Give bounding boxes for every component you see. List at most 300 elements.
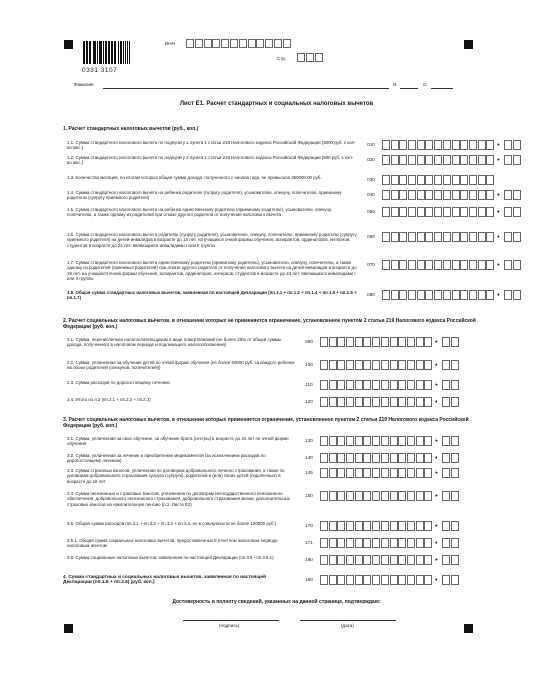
row-value-field[interactable] (320, 491, 433, 501)
char-cell[interactable] (398, 337, 406, 347)
char-cell[interactable] (363, 360, 371, 370)
char-cell[interactable] (424, 453, 432, 463)
char-cell[interactable] (452, 155, 460, 165)
char-cell[interactable] (391, 155, 399, 165)
char-cell[interactable] (346, 397, 354, 407)
char-cell[interactable] (443, 175, 451, 185)
char-cell[interactable] (204, 39, 212, 48)
row-value-field[interactable] (382, 155, 495, 165)
char-cell[interactable] (408, 207, 416, 217)
row-value-field[interactable] (320, 453, 433, 463)
char-cell[interactable] (390, 380, 398, 390)
char-cell[interactable] (416, 491, 424, 501)
char-cell[interactable] (407, 491, 415, 501)
row-cents-field[interactable] (442, 360, 459, 370)
page-number-field[interactable] (297, 53, 323, 62)
char-cell[interactable] (417, 260, 425, 270)
char-cell[interactable] (398, 468, 406, 478)
char-cell[interactable] (363, 337, 371, 347)
char-cell[interactable] (407, 337, 415, 347)
char-cell[interactable] (486, 260, 494, 270)
char-cell[interactable] (443, 140, 451, 150)
char-cell[interactable] (424, 468, 432, 478)
row-cents-field[interactable] (442, 397, 459, 407)
char-cell[interactable] (417, 232, 425, 242)
row-value-field[interactable] (320, 380, 433, 390)
char-cell[interactable] (391, 260, 399, 270)
char-cell[interactable] (469, 140, 477, 150)
char-cell[interactable] (297, 53, 305, 62)
char-cell[interactable] (346, 436, 354, 446)
char-cell[interactable] (274, 39, 282, 48)
char-cell[interactable] (442, 491, 450, 501)
char-cell[interactable] (346, 555, 354, 565)
char-cell[interactable] (355, 397, 363, 407)
char-cell[interactable] (478, 207, 486, 217)
char-cell[interactable] (513, 232, 521, 242)
char-cell[interactable] (320, 360, 328, 370)
char-cell[interactable] (391, 190, 399, 200)
char-cell[interactable] (372, 521, 380, 531)
char-cell[interactable] (329, 521, 337, 531)
char-cell[interactable] (416, 453, 424, 463)
row-cents-field[interactable] (504, 260, 521, 270)
char-cell[interactable] (451, 555, 459, 565)
row-cents-field[interactable] (442, 453, 459, 463)
char-cell[interactable] (390, 360, 398, 370)
char-cell[interactable] (407, 521, 415, 531)
char-cell[interactable] (381, 468, 389, 478)
char-cell[interactable] (504, 207, 512, 217)
char-cell[interactable] (398, 436, 406, 446)
char-cell[interactable] (424, 575, 432, 585)
char-cell[interactable] (363, 555, 371, 565)
row-cents-field[interactable] (442, 491, 459, 501)
char-cell[interactable] (329, 436, 337, 446)
char-cell[interactable] (346, 453, 354, 463)
char-cell[interactable] (460, 260, 468, 270)
char-cell[interactable] (443, 232, 451, 242)
char-cell[interactable] (372, 436, 380, 446)
char-cell[interactable] (417, 155, 425, 165)
char-cell[interactable] (451, 436, 459, 446)
char-cell[interactable] (425, 190, 433, 200)
char-cell[interactable] (434, 232, 442, 242)
row-value-field[interactable] (320, 360, 433, 370)
char-cell[interactable] (399, 207, 407, 217)
char-cell[interactable] (443, 155, 451, 165)
char-cell[interactable] (381, 491, 389, 501)
char-cell[interactable] (424, 337, 432, 347)
row-value-field[interactable] (382, 140, 495, 150)
char-cell[interactable] (355, 575, 363, 585)
char-cell[interactable] (382, 207, 390, 217)
char-cell[interactable] (398, 521, 406, 531)
char-cell[interactable] (451, 521, 459, 531)
char-cell[interactable] (382, 175, 390, 185)
char-cell[interactable] (337, 538, 345, 548)
char-cell[interactable] (363, 380, 371, 390)
signature-field[interactable] (183, 620, 279, 621)
char-cell[interactable] (329, 337, 337, 347)
char-cell[interactable] (391, 140, 399, 150)
char-cell[interactable] (504, 140, 512, 150)
char-cell[interactable] (460, 207, 468, 217)
row-cents-field[interactable] (442, 555, 459, 565)
char-cell[interactable] (452, 207, 460, 217)
char-cell[interactable] (425, 155, 433, 165)
row-cents-field[interactable] (442, 538, 459, 548)
row-value-field[interactable] (320, 397, 433, 407)
char-cell[interactable] (239, 39, 247, 48)
char-cell[interactable] (399, 260, 407, 270)
char-cell[interactable] (416, 575, 424, 585)
char-cell[interactable] (513, 190, 521, 200)
char-cell[interactable] (442, 555, 450, 565)
char-cell[interactable] (337, 380, 345, 390)
char-cell[interactable] (451, 337, 459, 347)
char-cell[interactable] (346, 575, 354, 585)
char-cell[interactable] (416, 521, 424, 531)
char-cell[interactable] (372, 491, 380, 501)
char-cell[interactable] (416, 436, 424, 446)
char-cell[interactable] (320, 575, 328, 585)
row-cents-field[interactable] (504, 290, 521, 300)
char-cell[interactable] (407, 538, 415, 548)
char-cell[interactable] (407, 453, 415, 463)
char-cell[interactable] (355, 436, 363, 446)
char-cell[interactable] (425, 290, 433, 300)
char-cell[interactable] (398, 491, 406, 501)
char-cell[interactable] (451, 360, 459, 370)
char-cell[interactable] (337, 521, 345, 531)
char-cell[interactable] (513, 207, 521, 217)
char-cell[interactable] (408, 140, 416, 150)
char-cell[interactable] (504, 260, 512, 270)
char-cell[interactable] (320, 337, 328, 347)
char-cell[interactable] (408, 155, 416, 165)
char-cell[interactable] (337, 468, 345, 478)
char-cell[interactable] (337, 436, 345, 446)
row-cents-field[interactable] (442, 436, 459, 446)
char-cell[interactable] (337, 397, 345, 407)
row-cents-field[interactable] (442, 468, 459, 478)
char-cell[interactable] (372, 397, 380, 407)
char-cell[interactable] (425, 260, 433, 270)
char-cell[interactable] (416, 360, 424, 370)
char-cell[interactable] (372, 555, 380, 565)
char-cell[interactable] (391, 207, 399, 217)
char-cell[interactable] (460, 175, 468, 185)
char-cell[interactable] (382, 140, 390, 150)
char-cell[interactable] (434, 260, 442, 270)
char-cell[interactable] (382, 232, 390, 242)
char-cell[interactable] (425, 140, 433, 150)
char-cell[interactable] (478, 140, 486, 150)
char-cell[interactable] (381, 337, 389, 347)
char-cell[interactable] (451, 575, 459, 585)
char-cell[interactable] (434, 290, 442, 300)
char-cell[interactable] (315, 53, 323, 62)
char-cell[interactable] (478, 232, 486, 242)
char-cell[interactable] (346, 468, 354, 478)
char-cell[interactable] (390, 575, 398, 585)
char-cell[interactable] (320, 436, 328, 446)
char-cell[interactable] (416, 397, 424, 407)
char-cell[interactable] (442, 337, 450, 347)
char-cell[interactable] (504, 190, 512, 200)
char-cell[interactable] (337, 453, 345, 463)
char-cell[interactable] (460, 140, 468, 150)
char-cell[interactable] (443, 207, 451, 217)
char-cell[interactable] (186, 39, 194, 48)
char-cell[interactable] (337, 491, 345, 501)
row-value-field[interactable] (320, 337, 433, 347)
row-value-field[interactable] (382, 207, 495, 217)
char-cell[interactable] (451, 538, 459, 548)
inn-field[interactable] (186, 39, 292, 48)
char-cell[interactable] (434, 155, 442, 165)
char-cell[interactable] (434, 190, 442, 200)
char-cell[interactable] (390, 337, 398, 347)
char-cell[interactable] (265, 39, 273, 48)
surname-field[interactable] (103, 88, 389, 89)
char-cell[interactable] (451, 491, 459, 501)
char-cell[interactable] (320, 521, 328, 531)
char-cell[interactable] (346, 538, 354, 548)
char-cell[interactable] (407, 555, 415, 565)
char-cell[interactable] (486, 290, 494, 300)
char-cell[interactable] (424, 521, 432, 531)
char-cell[interactable] (504, 232, 512, 242)
char-cell[interactable] (513, 155, 521, 165)
char-cell[interactable] (355, 360, 363, 370)
char-cell[interactable] (399, 290, 407, 300)
row-value-field[interactable] (382, 232, 495, 242)
char-cell[interactable] (221, 39, 229, 48)
char-cell[interactable] (416, 337, 424, 347)
char-cell[interactable] (424, 555, 432, 565)
char-cell[interactable] (452, 140, 460, 150)
char-cell[interactable] (513, 290, 521, 300)
char-cell[interactable] (390, 491, 398, 501)
char-cell[interactable] (355, 337, 363, 347)
char-cell[interactable] (320, 468, 328, 478)
char-cell[interactable] (478, 190, 486, 200)
char-cell[interactable] (398, 380, 406, 390)
char-cell[interactable] (372, 538, 380, 548)
char-cell[interactable] (442, 436, 450, 446)
char-cell[interactable] (434, 175, 442, 185)
char-cell[interactable] (443, 290, 451, 300)
char-cell[interactable] (504, 290, 512, 300)
char-cell[interactable] (372, 380, 380, 390)
char-cell[interactable] (442, 521, 450, 531)
char-cell[interactable] (363, 436, 371, 446)
char-cell[interactable] (355, 521, 363, 531)
char-cell[interactable] (195, 39, 203, 48)
char-cell[interactable] (337, 360, 345, 370)
char-cell[interactable] (363, 575, 371, 585)
char-cell[interactable] (363, 468, 371, 478)
char-cell[interactable] (212, 39, 220, 48)
char-cell[interactable] (407, 436, 415, 446)
char-cell[interactable] (469, 232, 477, 242)
char-cell[interactable] (346, 491, 354, 501)
char-cell[interactable] (486, 190, 494, 200)
char-cell[interactable] (416, 468, 424, 478)
char-cell[interactable] (390, 538, 398, 548)
char-cell[interactable] (372, 337, 380, 347)
char-cell[interactable] (381, 555, 389, 565)
char-cell[interactable] (451, 380, 459, 390)
row-cents-field[interactable] (504, 232, 521, 242)
char-cell[interactable] (407, 360, 415, 370)
row-value-field[interactable] (320, 436, 433, 446)
char-cell[interactable] (478, 155, 486, 165)
char-cell[interactable] (391, 175, 399, 185)
char-cell[interactable] (355, 538, 363, 548)
char-cell[interactable] (329, 575, 337, 585)
char-cell[interactable] (381, 538, 389, 548)
char-cell[interactable] (355, 468, 363, 478)
row-value-field[interactable] (320, 555, 433, 565)
char-cell[interactable] (398, 538, 406, 548)
char-cell[interactable] (329, 397, 337, 407)
char-cell[interactable] (408, 260, 416, 270)
char-cell[interactable] (425, 207, 433, 217)
initial-i-field[interactable] (400, 88, 418, 89)
char-cell[interactable] (513, 260, 521, 270)
row-value-field[interactable] (320, 538, 433, 548)
char-cell[interactable] (469, 175, 477, 185)
char-cell[interactable] (355, 453, 363, 463)
date-field[interactable] (300, 620, 396, 621)
char-cell[interactable] (398, 397, 406, 407)
char-cell[interactable] (381, 436, 389, 446)
char-cell[interactable] (486, 155, 494, 165)
char-cell[interactable] (407, 397, 415, 407)
char-cell[interactable] (460, 232, 468, 242)
char-cell[interactable] (381, 380, 389, 390)
char-cell[interactable] (451, 468, 459, 478)
char-cell[interactable] (478, 175, 486, 185)
char-cell[interactable] (398, 453, 406, 463)
char-cell[interactable] (417, 140, 425, 150)
char-cell[interactable] (442, 538, 450, 548)
char-cell[interactable] (363, 521, 371, 531)
char-cell[interactable] (320, 555, 328, 565)
char-cell[interactable] (442, 575, 450, 585)
char-cell[interactable] (416, 538, 424, 548)
char-cell[interactable] (390, 521, 398, 531)
char-cell[interactable] (469, 207, 477, 217)
char-cell[interactable] (407, 468, 415, 478)
char-cell[interactable] (399, 175, 407, 185)
char-cell[interactable] (452, 190, 460, 200)
char-cell[interactable] (283, 39, 291, 48)
char-cell[interactable] (398, 575, 406, 585)
char-cell[interactable] (329, 380, 337, 390)
char-cell[interactable] (452, 290, 460, 300)
char-cell[interactable] (363, 397, 371, 407)
char-cell[interactable] (434, 140, 442, 150)
char-cell[interactable] (355, 555, 363, 565)
char-cell[interactable] (256, 39, 264, 48)
section4-value-field[interactable] (320, 575, 433, 585)
char-cell[interactable] (469, 155, 477, 165)
char-cell[interactable] (417, 175, 425, 185)
row-cents-field[interactable] (504, 155, 521, 165)
row-value-field[interactable] (320, 468, 433, 478)
char-cell[interactable] (381, 360, 389, 370)
char-cell[interactable] (424, 491, 432, 501)
char-cell[interactable] (337, 575, 345, 585)
char-cell[interactable] (329, 491, 337, 501)
char-cell[interactable] (513, 140, 521, 150)
char-cell[interactable] (372, 468, 380, 478)
char-cell[interactable] (424, 436, 432, 446)
char-cell[interactable] (452, 175, 460, 185)
char-cell[interactable] (346, 380, 354, 390)
char-cell[interactable] (390, 397, 398, 407)
row-value-field[interactable] (320, 521, 433, 531)
char-cell[interactable] (460, 155, 468, 165)
char-cell[interactable] (337, 337, 345, 347)
char-cell[interactable] (399, 190, 407, 200)
char-cell[interactable] (417, 207, 425, 217)
char-cell[interactable] (320, 538, 328, 548)
char-cell[interactable] (320, 380, 328, 390)
char-cell[interactable] (372, 453, 380, 463)
char-cell[interactable] (381, 453, 389, 463)
char-cell[interactable] (486, 175, 494, 185)
char-cell[interactable] (337, 555, 345, 565)
char-cell[interactable] (390, 468, 398, 478)
char-cell[interactable] (390, 555, 398, 565)
char-cell[interactable] (320, 453, 328, 463)
char-cell[interactable] (230, 39, 238, 48)
row-cents-field[interactable] (504, 190, 521, 200)
char-cell[interactable] (443, 190, 451, 200)
char-cell[interactable] (372, 575, 380, 585)
char-cell[interactable] (460, 190, 468, 200)
char-cell[interactable] (382, 260, 390, 270)
char-cell[interactable] (417, 290, 425, 300)
char-cell[interactable] (391, 232, 399, 242)
char-cell[interactable] (442, 468, 450, 478)
char-cell[interactable] (363, 491, 371, 501)
char-cell[interactable] (442, 380, 450, 390)
char-cell[interactable] (486, 207, 494, 217)
char-cell[interactable] (408, 175, 416, 185)
char-cell[interactable] (381, 575, 389, 585)
row-cents-field[interactable] (504, 140, 521, 150)
char-cell[interactable] (486, 232, 494, 242)
char-cell[interactable] (346, 521, 354, 531)
char-cell[interactable] (346, 360, 354, 370)
char-cell[interactable] (390, 453, 398, 463)
char-cell[interactable] (398, 555, 406, 565)
row-cents-field[interactable] (504, 207, 521, 217)
char-cell[interactable] (329, 360, 337, 370)
char-cell[interactable] (329, 453, 337, 463)
char-cell[interactable] (391, 290, 399, 300)
char-cell[interactable] (381, 397, 389, 407)
char-cell[interactable] (382, 290, 390, 300)
row-value-field[interactable] (382, 175, 495, 185)
char-cell[interactable] (390, 436, 398, 446)
